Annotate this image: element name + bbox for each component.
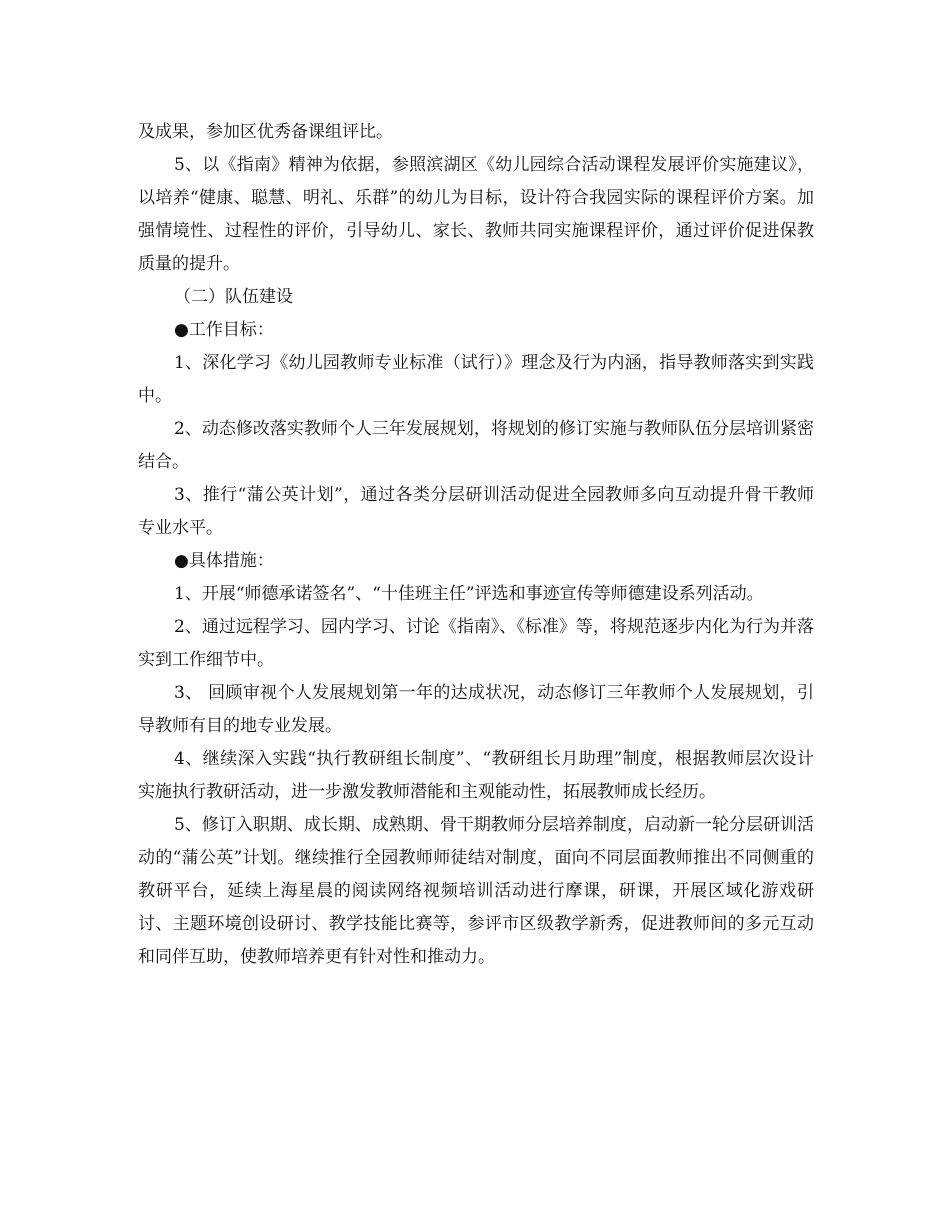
paragraph-measure-5: 5、修订入职期、成长期、成熟期、骨干期教师分层培养制度，启动新一轮分层研训活动的“蒲公英”计划。继续推行全园教师师徒结对制度，面向不同层面教师推出不同侧重的教研平台，延续上海星晨的阅读网络视频培训活动进行摩课，研课，开展区域化游戏研讨、主题环境创设研讨、教学技能比赛等，参评市区级教学新秀，促进教师间的多元互动和同伴互助，使教师培养更有针对性和推动力。 — [138, 815, 814, 967]
paragraph-continuation: 及成果，参加区优秀备课组评比。 — [138, 122, 393, 142]
paragraph-goal-3: 3、推行“蒲公英计划”，通过各类分层研训活动促进全园教师多向互动提升骨干教师专业水平。 — [138, 485, 814, 538]
paragraph-measure-2: 2、通过远程学习、园内学习、讨论《指南》、《标准》等，将规范逐步内化为行为并落实到工作细节中。 — [138, 617, 814, 670]
paragraph-goal-1: 1、深化学习《幼儿园教师专业标准（试行）》理念及行为内涵，指导教师落实到实践中。 — [138, 353, 814, 406]
paragraph-item-5-evaluation: 5、以《指南》精神为依据，参照滨湖区《幼儿园综合活动课程发展评价实施建议》，以培养“健康、聪慧、明礼、乐群”的幼儿为目标，设计符合我园实际的课程评价方案。加强情境性、过程性的评价，引导幼儿、家长、教师共同实施课程评价，通过评价促进保教质量的提升。 — [138, 155, 814, 274]
paragraph-goal-2: 2、动态修改落实教师个人三年发展规划，将规划的修订实施与教师队伍分层培训紧密结合。 — [138, 419, 814, 472]
paragraph-measure-4: 4、继续深入实践“执行教研组长制度”、“教研组长月助理”制度，根据教师层次设计实施执行教研活动，进一步激发教师潜能和主观能动性，拓展教师成长经历。 — [138, 749, 814, 802]
subheading-measures: ●具体措施： — [174, 551, 274, 571]
paragraph-measure-3: 3、 回顾审视个人发展规划第一年的达成状况，动态修订三年教师个人发展规划，引导教师有目的地专业发展。 — [138, 683, 814, 736]
document-body — [138, 116, 814, 974]
section-heading-team-building: （二）队伍建设 — [174, 287, 293, 307]
paragraph-measure-1: 1、开展“师德承诺签名”、“十佳班主任”评选和事迹宣传等师德建设系列活动。 — [174, 584, 764, 604]
subheading-work-goals: ●工作目标： — [174, 320, 274, 340]
